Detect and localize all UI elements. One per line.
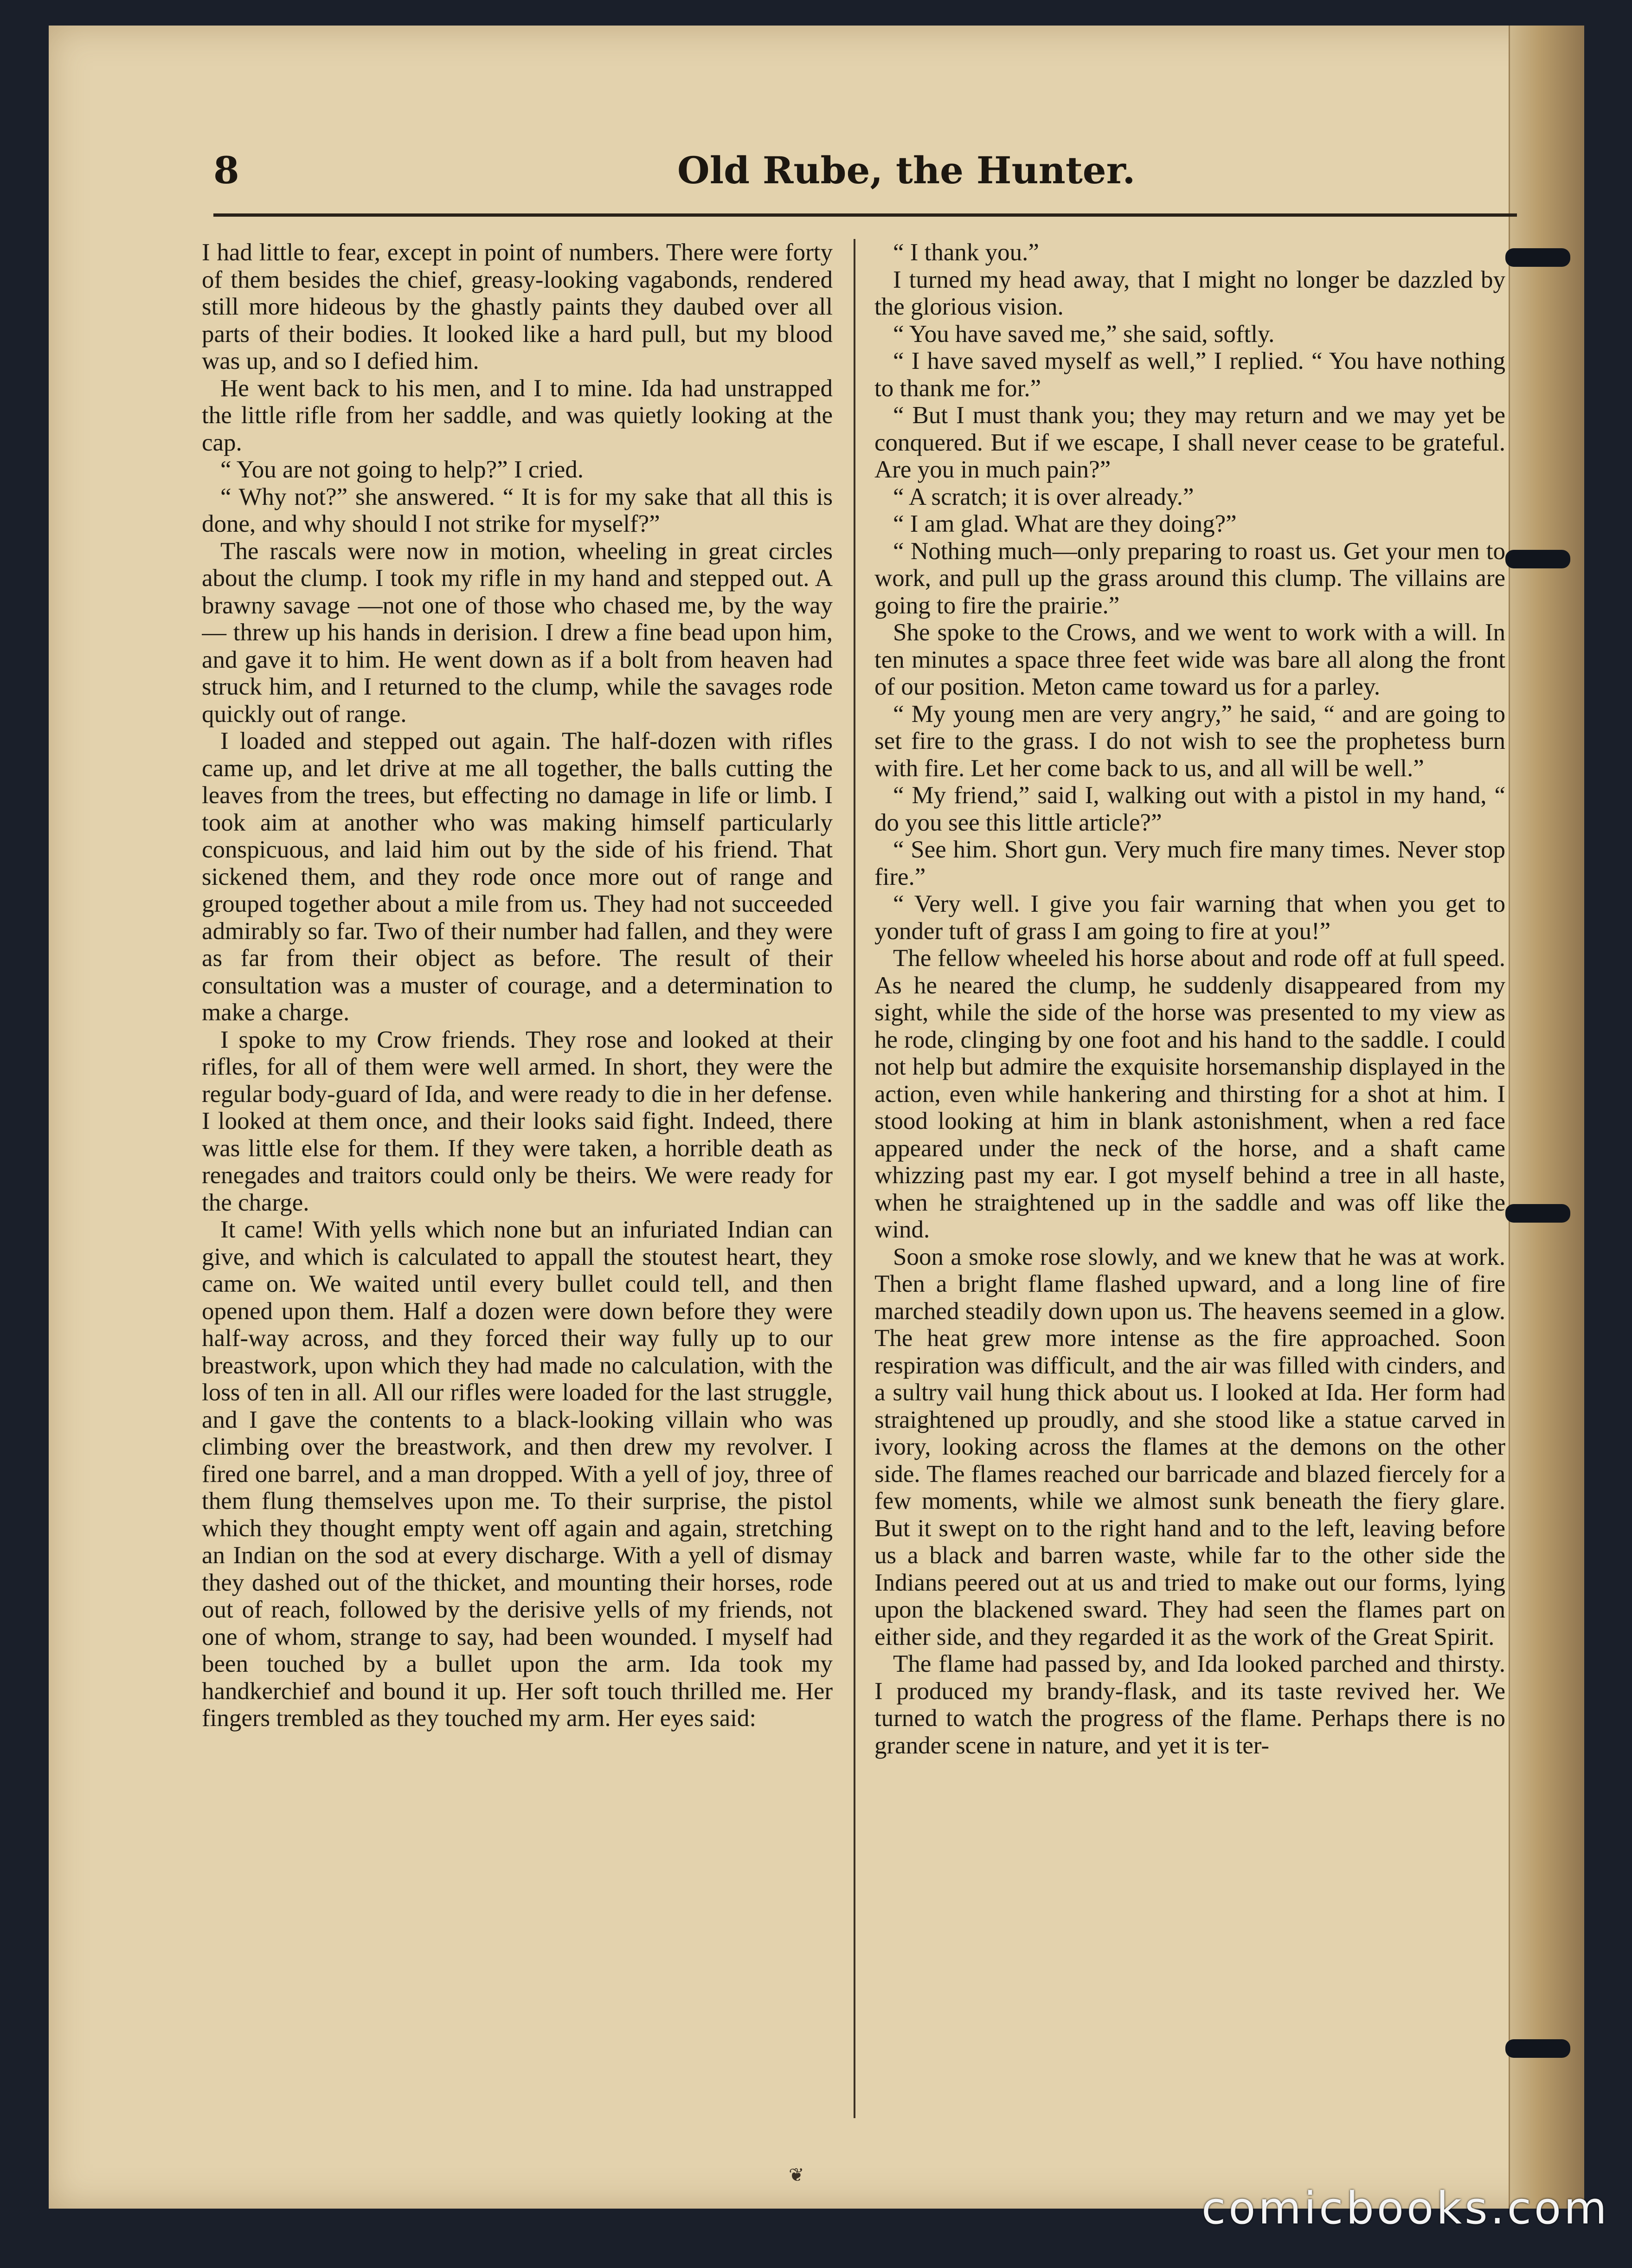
paragraph: “ You have saved me,” she said, softly. bbox=[893, 320, 1275, 348]
binding-hole bbox=[1505, 1204, 1570, 1223]
book-page bbox=[49, 26, 1584, 2209]
paragraph: It came! With yells which none but an infuriated Indian can give, and which is calculated to appall the stoutest heart, they came on. We waited until every bullet could tell, and then opened upon them. Half a dozen were down before they were half-way across, and they forced their way fully up to our breastwork, upon which they had made no calculation, with the loss of ten in all. All our rifles were loaded for the last struggle, and I gave the contents to a black-looking villain who was climbing over the breastwork, and then drew my revolver. I fired one barrel, and a man dropped. With a yell of joy, three of them flung themselves upon me. To their surprise, the pistol which they thought empty went off again and again, stretching an Indian on the sod at every discharge. With a yell of dismay they dashed out of the thicket, and mounting their horses, rode out of reach, followed by the derisive yells of my friends, not one of whom, strange to say, had been wounded. I myself had been touched by a bullet upon the arm. Ida took my handkerchief and bound it up. Her soft touch thrilled me. Her fingers trembled as they touched my arm. Her eyes said: bbox=[202, 1216, 833, 1732]
right-column bbox=[874, 239, 1505, 2118]
text-columns bbox=[202, 239, 1505, 2118]
paragraph: I spoke to my Crow friends. They rose and looked at their rifles, for all of them were well armed. In short, they were the regular body-guard of Ida, and were ready to die in her defense. I looked at them once, and their looks said fight. Indeed, there was little else for them. If they were taken, a horrible death as renegades and traitors could only be theirs. We were ready for the charge. bbox=[202, 1026, 833, 1216]
paragraph: “ Why not?” she answered. “ It is for my sake that all this is done, and why should I not strike for myself?” bbox=[202, 483, 833, 537]
page-fold-edge bbox=[1509, 26, 1584, 2209]
paragraph: I had little to fear, except in point of numbers. There were forty of them besides the chief, greasy-looking vagabonds, rendered still more hideous by the ghastly paints they daubed over all parts of their bodies. It looked like a hard pull, but my blood was up, and so I defied him. bbox=[202, 239, 833, 374]
paragraph: “ My young men are very angry,” he said, “ and are going to set fire to the grass. I do not wish to see the prophetess burn with fire. Let her come back to us, and all will be well.” bbox=[874, 700, 1505, 782]
paragraph: The flame had passed by, and Ida looked parched and thirsty. I produced my brandy-flask, and its taste revived her. We turned to watch the progress of the flame. Perhaps there is no grander scene in nature, and yet it is ter- bbox=[874, 1650, 1505, 1759]
column-divider bbox=[854, 239, 855, 2118]
paragraph: “ My friend,” said I, walking out with a pistol in my hand, “ do you see this little article?” bbox=[874, 782, 1505, 836]
page-header bbox=[153, 148, 1517, 209]
binding-hole bbox=[1505, 248, 1570, 267]
paragraph: “ I have saved myself as well,” I replied. “ You have nothing to thank me for.” bbox=[874, 348, 1505, 402]
paragraph: “ See him. Short gun. Very much fire many times. Never stop fire.” bbox=[874, 836, 1505, 890]
paragraph: The rascals were now in motion, wheeling in great circles about the clump. I took my rifle in my hand and stepped out. A brawny savage —not one of those who chased me, by the way— threw up his hands in derision. I drew a fine bead upon him, and gave it to him. He went down as if a bolt from heaven had struck him, and I returned to the clump, while the savages rode quickly out of range. bbox=[202, 537, 833, 728]
paragraph: She spoke to the Crows, and we went to work with a will. In ten minutes a space three feet wide was bare all along the front of our position. Meton came toward us for a parley. bbox=[874, 619, 1505, 700]
paragraph: I turned my head away, that I might no longer be dazzled by the glorious vision. bbox=[874, 266, 1505, 320]
paragraph: “ Very well. I give you fair warning that when you get to yonder tuft of grass I am going to fire at you!” bbox=[874, 890, 1505, 945]
footer-ornament: ❦ bbox=[789, 2165, 804, 2186]
binding-hole bbox=[1505, 550, 1570, 568]
paragraph: “ I am glad. What are they doing?” bbox=[893, 510, 1237, 537]
binding-hole bbox=[1505, 2039, 1570, 2058]
paragraph: He went back to his men, and I to mine. Ida had unstrapped the little rifle from her saddle, and was quietly looking at the cap. bbox=[202, 374, 833, 456]
watermark: comicbooks.com bbox=[1202, 2183, 1610, 2234]
page-number: 8 bbox=[213, 148, 239, 192]
paragraph: “ I thank you.” bbox=[893, 239, 1039, 266]
running-title: Old Rube, the Hunter. bbox=[677, 148, 1136, 192]
left-column bbox=[202, 239, 833, 2118]
paragraph: Soon a smoke rose slowly, and we knew that he was at work. Then a bright flame flashed upward, and a long line of fire marched steadily down upon us. The heavens seemed in a glow. The heat grew more intense as the fire approached. Soon respiration was difficult, and the air was filled with cinders, and a sultry vail hung thick about us. I looked at Ida. Her form had straightened up proudly, and she stood like a statue carved in ivory, looking across the flames at the demons on the other side. The flames reached our barricade and blazed fiercely for a few moments, while we almost sunk beneath the fiery glare. But it swept on to the right hand and to the left, leaving before us a black and barren waste, while far to the other side the Indians peered out at us and tried to make out our forms, lying upon the blackened sward. They had seen the flames part on either side, and they regarded it as the work of the Great Spirit. bbox=[874, 1243, 1505, 1650]
paragraph: “ Nothing much—only preparing to roast us. Get your men to work, and pull up the grass around this clump. The villains are going to fire the prairie.” bbox=[874, 537, 1505, 619]
paragraph: The fellow wheeled his horse about and rode off at full speed. As he neared the clump, he suddenly disappeared from my sight, while the side of the horse was presented to my view as he rode, clinging by one foot and his hand to the saddle. I could not help but admire the exquisite horsemanship displayed in the action, even while hankering and thirsting for a shot at him. I stood looking at him in blank astonishment, when a red face appeared under the neck of the horse, and a shaft came whizzing past my ear. I got myself behind a tree in all haste, when he straightened up in the saddle and was off like the wind. bbox=[874, 945, 1505, 1243]
paragraph: I loaded and stepped out again. The half-dozen with rifles came up, and let drive at me all together, the balls cutting the leaves from the trees, but effecting no damage in life or limb. I took aim at another who was making himself particularly conspicuous, and laid him out by the side of his friend. That sickened them, and they rode once more out of range and grouped together about a mile from us. They had not succeeded admirably so far. Two of their number had fallen, and they were as far from their object as before. The result of their consultation was a muster of courage, and a determination to make a charge. bbox=[202, 728, 833, 1026]
paragraph: “ A scratch; it is over already.” bbox=[893, 483, 1194, 510]
paragraph: “ But I must thank you; they may return and we may yet be conquered. But if we escape, I shall never cease to be grateful. Are you in much pain?” bbox=[874, 402, 1505, 483]
paragraph: “ You are not going to help?” I cried. bbox=[220, 456, 584, 483]
header-rule bbox=[213, 213, 1517, 217]
